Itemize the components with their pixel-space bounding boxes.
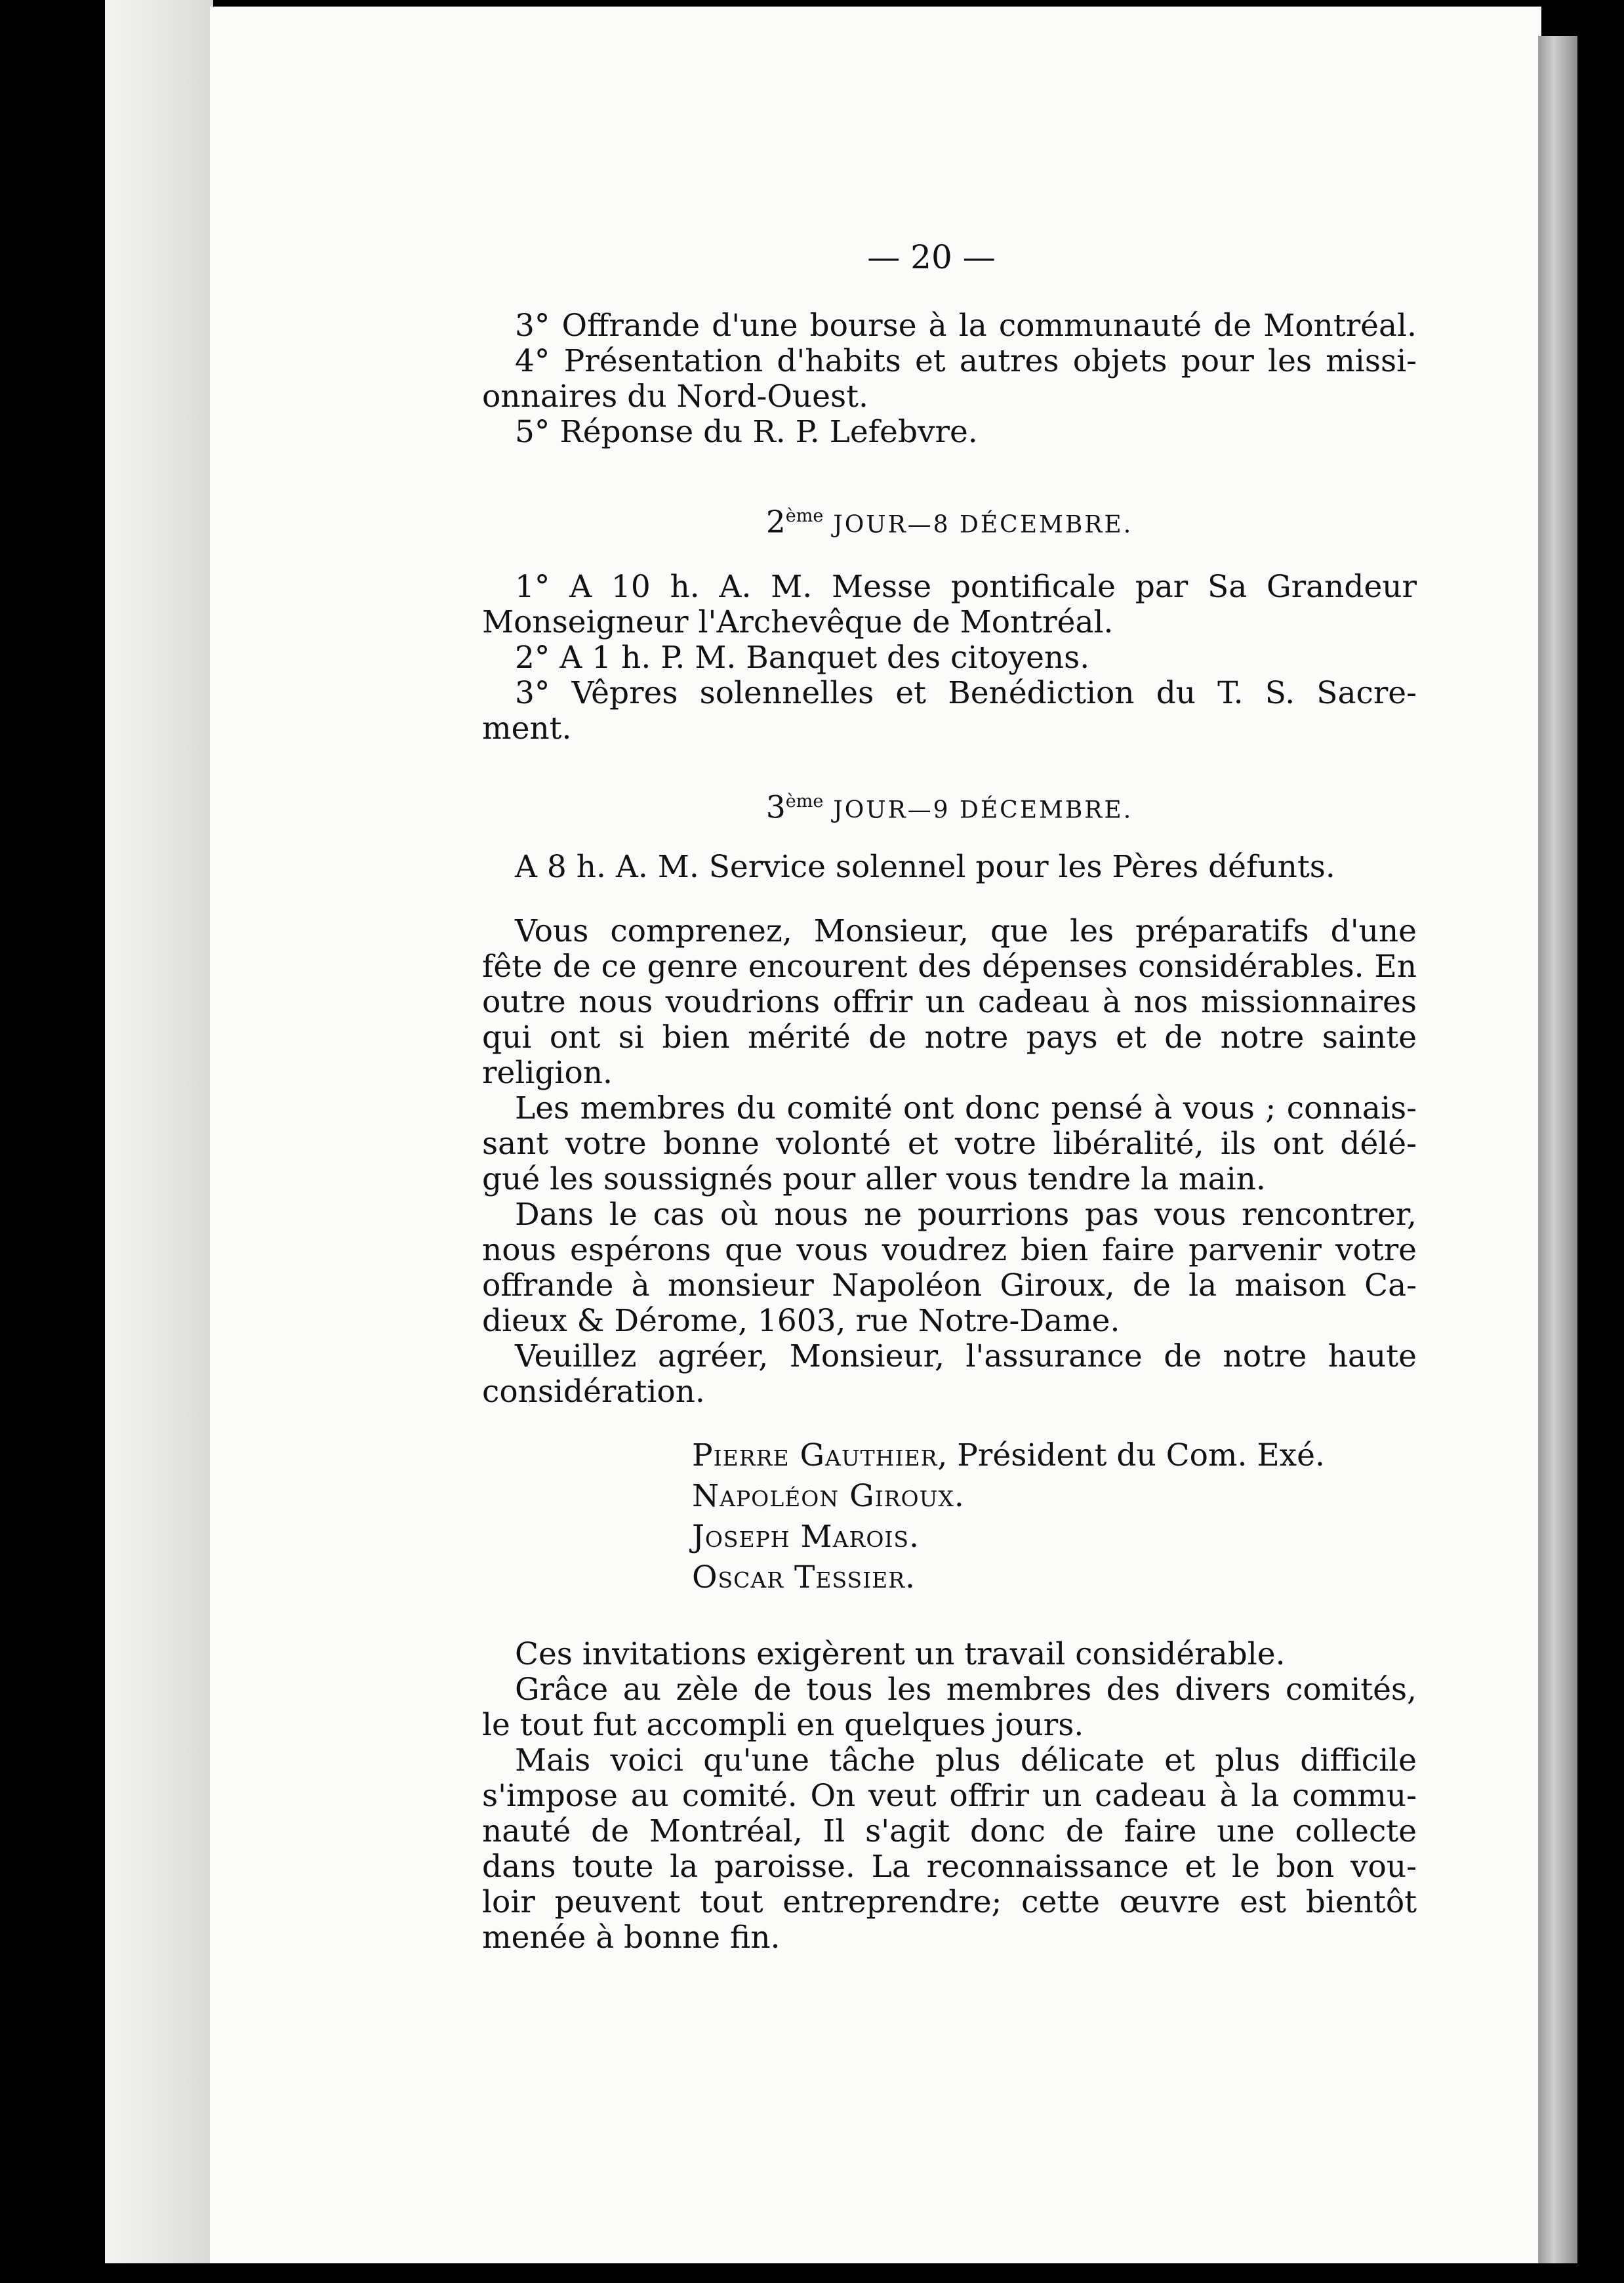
signature-joseph-marois: Joseph Marois. [692, 1519, 920, 1555]
signature-oscar-tessier: Oscar Tessier. [692, 1559, 916, 1595]
closing-line: menée à bonne fin. [482, 1920, 781, 1956]
signature-name: Pierre Gauthier [692, 1437, 938, 1473]
day-2-sup: ème [785, 506, 824, 526]
letter-line: outre nous voudrions offrir un cadeau à nos missionnaires [482, 984, 1417, 1020]
letter-line: qui ont si bien mérité de notre pays et de notre sainte [482, 1019, 1417, 1056]
day-2-item-2: 2° A 1 h. P. M. Banquet des citoyens. [515, 640, 1090, 676]
closing-line: Ces invitations exigèrent un travail considérable. [515, 1636, 1286, 1672]
letter-line: nous espérons que vous voudrez bien faire parvenir votre [482, 1232, 1417, 1268]
signature-pierre-gauthier [692, 1438, 1413, 1473]
closing-line: Grâce au zèle de tous les membres des divers comités, [515, 1672, 1417, 1708]
page-number: — 20 — [867, 238, 996, 276]
closing-line: s'impose au comité. On veut offrir un cadeau à la commu- [482, 1778, 1417, 1814]
day-3-sup: ème [785, 791, 824, 812]
day-3-heading [482, 784, 1417, 829]
letter-line: Les membres du comité ont donc pensé à vous ; connais- [515, 1090, 1417, 1126]
book-gutter [105, 0, 213, 2263]
letter-line: Veuillez agréer, Monsieur, l'assurance de notre haute [515, 1338, 1417, 1374]
day-3-item: A 8 h. A. M. Service solennel pour les Pères défunts. [515, 849, 1335, 885]
day-2-heading [482, 499, 1417, 543]
letter-line: offrande à monsieur Napoléon Giroux, de la maison Ca- [482, 1267, 1417, 1304]
program-item-5: 5° Réponse du R. P. Lefebvre. [515, 414, 978, 450]
letter-line: Dans le cas où nous ne pourrions pas vous rencontrer, [515, 1197, 1417, 1233]
letter-line: fête de ce genre encourent des dépenses considérables. En [482, 949, 1417, 985]
day-2-item-1: 1° A 10 h. A. M. Messe pontificale par Sa Grandeur [515, 569, 1417, 605]
letter-line: gué les soussignés pour aller vous tendre la main. [482, 1161, 1266, 1197]
closing-line: le tout fut accompli en quelques jours. [482, 1707, 1084, 1743]
day-2-ordinal: 2 [765, 504, 786, 541]
closing-line: dans toute la paroisse. La reconnaissance et le bon vou- [482, 1849, 1417, 1885]
letter-line: considération. [482, 1374, 705, 1410]
letter-line: Vous comprenez, Monsieur, que les préparatifs d'une [515, 913, 1417, 949]
closing-line: Mais voici qu'une tâche plus délicate et plus difficile [515, 1742, 1417, 1779]
day-2-rest: JOUR—8 DÉCEMBRE. [833, 511, 1133, 539]
program-item-3: 3° Offrande d'une bourse à la communauté de Montréal. [515, 308, 1417, 344]
day-3-ordinal: 3 [765, 789, 786, 826]
page-edge [1538, 36, 1577, 2263]
signature-napoleon-giroux: Napoléon Giroux. [692, 1478, 965, 1514]
program-item-4-cont: onnaires du Nord-Ouest. [482, 379, 868, 415]
signature-title: , Président du Com. Exé. [937, 1437, 1325, 1473]
day-2-item-3: 3° Vêpres solennelles et Benédiction du T. S. Sacre- [515, 675, 1417, 711]
letter-line: dieux & Dérome, 1603, rue Notre-Dame. [482, 1303, 1120, 1339]
letter-line: religion. [482, 1055, 613, 1091]
day-2-item-3-cont: ment. [482, 710, 572, 747]
letter-line: sant votre bonne volonté et votre libéralité, ils ont délé- [482, 1126, 1417, 1162]
closing-line: loir peuvent tout entreprendre; cette œuvre est bientôt [482, 1884, 1417, 1920]
day-2-item-1-cont: Monseigneur l'Archevêque de Montréal. [482, 604, 1114, 640]
closing-line: nauté de Montréal, Il s'agit donc de faire une collecte [482, 1813, 1417, 1849]
day-3-rest: JOUR—9 DÉCEMBRE. [833, 796, 1133, 824]
program-item-4: 4° Présentation d'habits et autres objets pour les missi- [515, 343, 1417, 379]
